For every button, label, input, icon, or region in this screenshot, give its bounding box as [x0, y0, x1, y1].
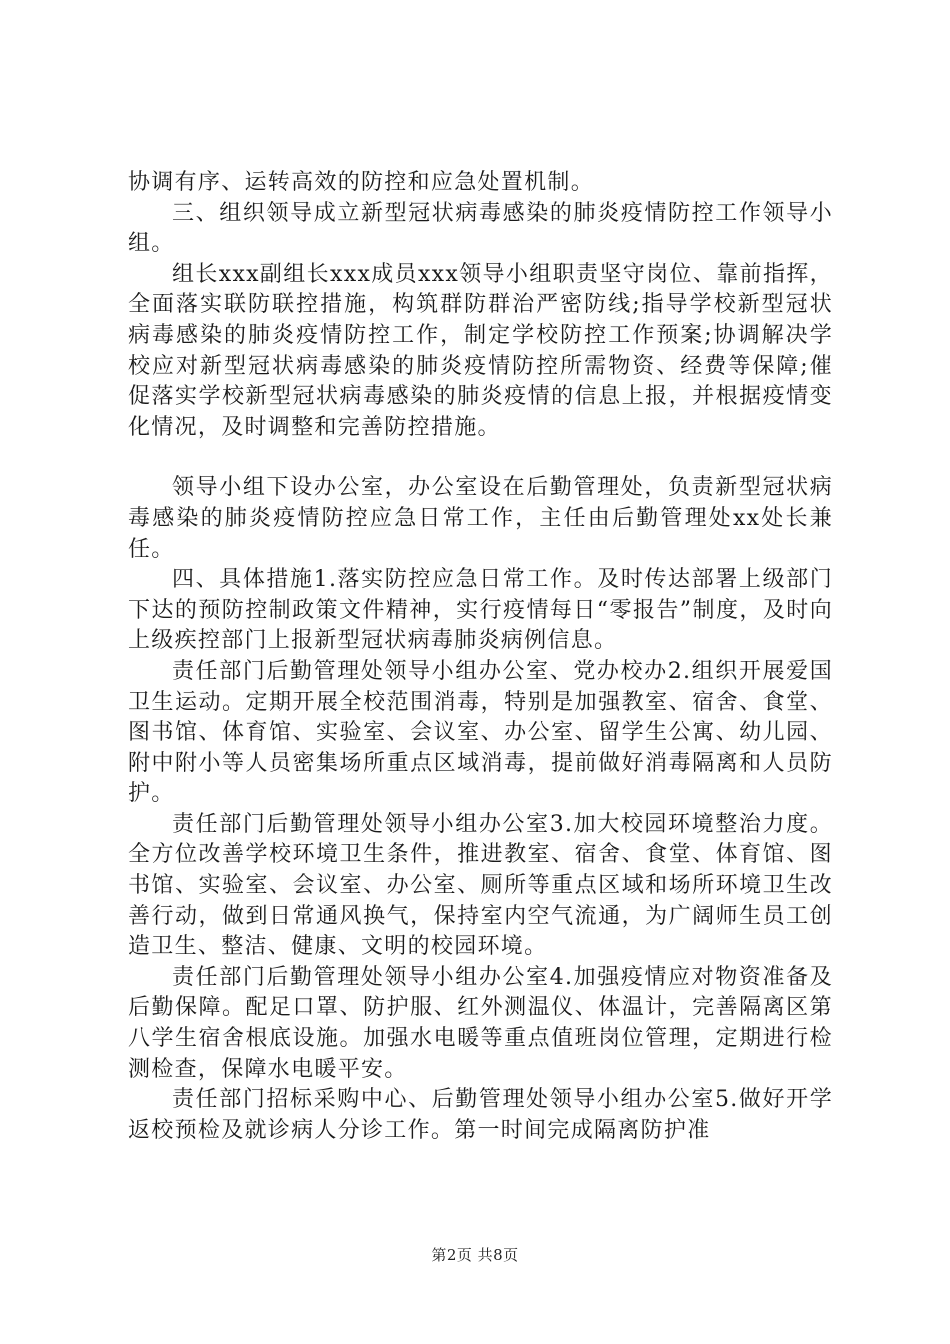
paragraph-measure-2: 责任部门后勤管理处领导小组办公室、党办校办2.组织开展爱国卫生运动。定期开展全校范围消毒，特别是加强教室、宿舍、食堂、图书馆、体育馆、实验室、会议室、办公室、留学生公寓、幼儿园、附中附小等人员密集场所重点区域消毒，提前做好消毒隔离和人员防护。 — [128, 658, 833, 807]
paragraph-office-setup: 领导小组下设办公室，办公室设在后勤管理处，负责新型冠状病毒感染的肺炎疫情防控应急日常工作，主任由后勤管理处xx处长兼任。 — [128, 475, 833, 562]
document-body — [128, 168, 833, 1146]
paragraph-measure-1: 四、具体措施1.落实防控应急日常工作。及时传达部署上级部门下达的预防控制政策文件精神，实行疫情每日“零报告”制度，及时向上级疾控部门上报新型冠状病毒肺炎病例信息。 — [128, 567, 833, 654]
paragraph-measure-3: 责任部门后勤管理处领导小组办公室3.加大校园环境整治力度。全方位改善学校环境卫生条件，推进教室、宿舍、食堂、体育馆、图书馆、实验室、会议室、办公室、厕所等重点区域和场所环境卫生改善行动，做到日常通风换气，保持室内空气流通，为广阔师生员工创造卫生、整洁、健康、文明的校园环境。 — [128, 811, 833, 960]
paragraph-continuation: 协调有序、运转高效的防控和应急处置机制。 — [128, 170, 595, 195]
paragraph-section-three-heading: 三、组织领导成立新型冠状病毒感染的肺炎疫情防控工作领导小组。 — [128, 200, 833, 257]
paragraph-spacer — [128, 443, 833, 473]
paragraph-measure-4: 责任部门后勤管理处领导小组办公室4.加强疫情应对物资准备及后勤保障。配足口罩、防护服、红外测温仪、体温计，完善隔离区第八学生宿舍根底设施。加强水电暖等重点值班岗位管理，定期进行检测检查，保障水电暖平安。 — [128, 964, 833, 1082]
page-number-footer: 第2页 共8页 — [431, 1246, 519, 1264]
paragraph-leadership-duties: 组长xxx副组长xxx成员xxx领导小组职责坚守岗位、靠前指挥，全面落实联防联控措施，构筑群防群治严密防线;指导学校新型冠状病毒感染的肺炎疫情防控工作，制定学校防控工作预案;协调解决学校应对新型冠状病毒感染的肺炎疫情防控所需物资、经费等保障;催促落实学校新型冠状病毒感染的肺炎疫情的信息上报，并根据疫情变化情况，及时调整和完善防控措施。 — [128, 261, 833, 440]
paragraph-measure-5: 责任部门招标采购中心、后勤管理处领导小组办公室5.做好开学返校预检及就诊病人分诊工作。第一时间完成隔离防护准 — [128, 1087, 833, 1143]
